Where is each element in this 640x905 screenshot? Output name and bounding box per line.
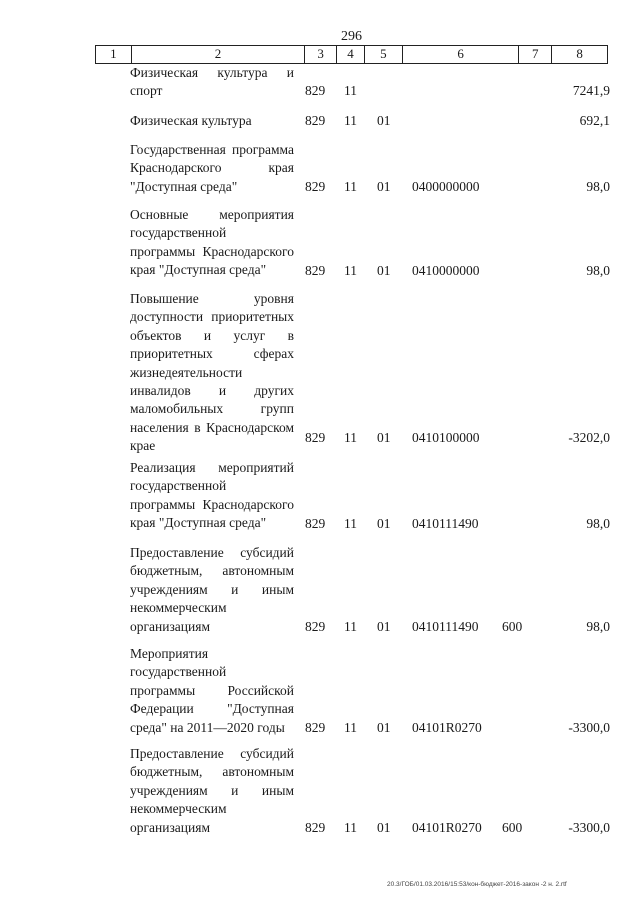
row-amount: -3202,0 [568, 430, 610, 445]
row-name: Мероприятия государственной программы Российской Федерации "Доступная среда" на 2011—2020 годы [130, 646, 294, 735]
row-ministry-code: 829 [305, 263, 326, 278]
row-section: 11 [344, 263, 357, 278]
row-expense-type: 600 [502, 820, 523, 835]
row-name: Физическая культура [130, 113, 252, 128]
row-section: 11 [344, 619, 357, 634]
header-col-6: 6 [403, 46, 520, 63]
row-subsection: 01 [377, 820, 391, 835]
row-amount: 7241,9 [572, 83, 610, 98]
row-expense-type: 600 [502, 619, 523, 634]
row-section: 11 [344, 820, 357, 835]
row-section: 11 [344, 83, 357, 98]
row-section: 11 [344, 179, 357, 194]
row-ministry-code: 829 [305, 113, 326, 128]
row-ministry-code: 829 [305, 619, 326, 634]
row-section: 11 [344, 113, 357, 128]
header-col-7: 7 [519, 46, 552, 63]
row-ministry-code: 829 [305, 516, 326, 531]
row-name: Физическая культура и спорт [130, 65, 294, 99]
row-name: Основные мероприятия государственной программы Краснодарского края "Доступная среда" [130, 207, 294, 278]
header-col-2: 2 [132, 46, 305, 63]
row-target-code: 0410111490 [412, 619, 479, 634]
row-target-code: 0410100000 [412, 430, 480, 445]
file-path-footer: 20.3/ГОБ/01.03.2016/15:53/кон-бюджет-2016-закон -2 н. 2.rtf [387, 881, 567, 888]
row-target-code: 0400000000 [412, 179, 480, 194]
row-name: Государственная программа Краснодарского края "Доступная среда" [130, 142, 294, 194]
row-subsection: 01 [377, 720, 391, 735]
row-amount: -3300,0 [568, 720, 610, 735]
header-col-8: 8 [576, 46, 583, 61]
row-name: Реализация мероприятий государственной программы Краснодарского края "Доступная среда" [130, 460, 294, 531]
row-ministry-code: 829 [305, 820, 326, 835]
header-col-3: 3 [305, 46, 337, 63]
header-col-1: 1 [96, 46, 132, 63]
row-target-code: 0410000000 [412, 263, 480, 278]
row-name: Предоставление субсидий бюджетным, автономным учреждениям и иным некоммерческим организациям [130, 746, 294, 835]
row-ministry-code: 829 [305, 430, 326, 445]
row-name: Повышение уровня доступности приоритетных объектов и услуг в приоритетных сферах жизнедеятельности инвалидов и других маломобильных групп населения в Краснодарском крае [130, 291, 294, 454]
row-subsection: 01 [377, 619, 391, 634]
row-section: 11 [344, 720, 357, 735]
row-name: Предоставление субсидий бюджетным, автономным учреждениям и иным некоммерческим организациям [130, 545, 294, 634]
row-subsection: 01 [377, 430, 391, 445]
row-subsection: 01 [377, 113, 391, 128]
row-subsection: 01 [377, 263, 391, 278]
row-target-code: 04101R0270 [412, 820, 482, 835]
row-ministry-code: 829 [305, 179, 326, 194]
row-amount: -3300,0 [568, 820, 610, 835]
row-amount: 98,0 [586, 179, 610, 194]
row-target-code: 0410111490 [412, 516, 479, 531]
row-subsection: 01 [377, 516, 391, 531]
row-target-code: 04101R0270 [412, 720, 482, 735]
row-amount: 98,0 [586, 516, 610, 531]
page-number: 296 [341, 29, 362, 44]
row-ministry-code: 829 [305, 83, 326, 98]
row-amount: 692,1 [579, 113, 610, 128]
row-section: 11 [344, 516, 357, 531]
table-header [95, 45, 608, 64]
row-amount: 98,0 [586, 263, 610, 278]
row-subsection: 01 [377, 179, 391, 194]
row-ministry-code: 829 [305, 720, 326, 735]
row-amount: 98,0 [586, 619, 610, 634]
header-col-5: 5 [365, 46, 403, 63]
row-section: 11 [344, 430, 357, 445]
header-col-4: 4 [337, 46, 365, 63]
